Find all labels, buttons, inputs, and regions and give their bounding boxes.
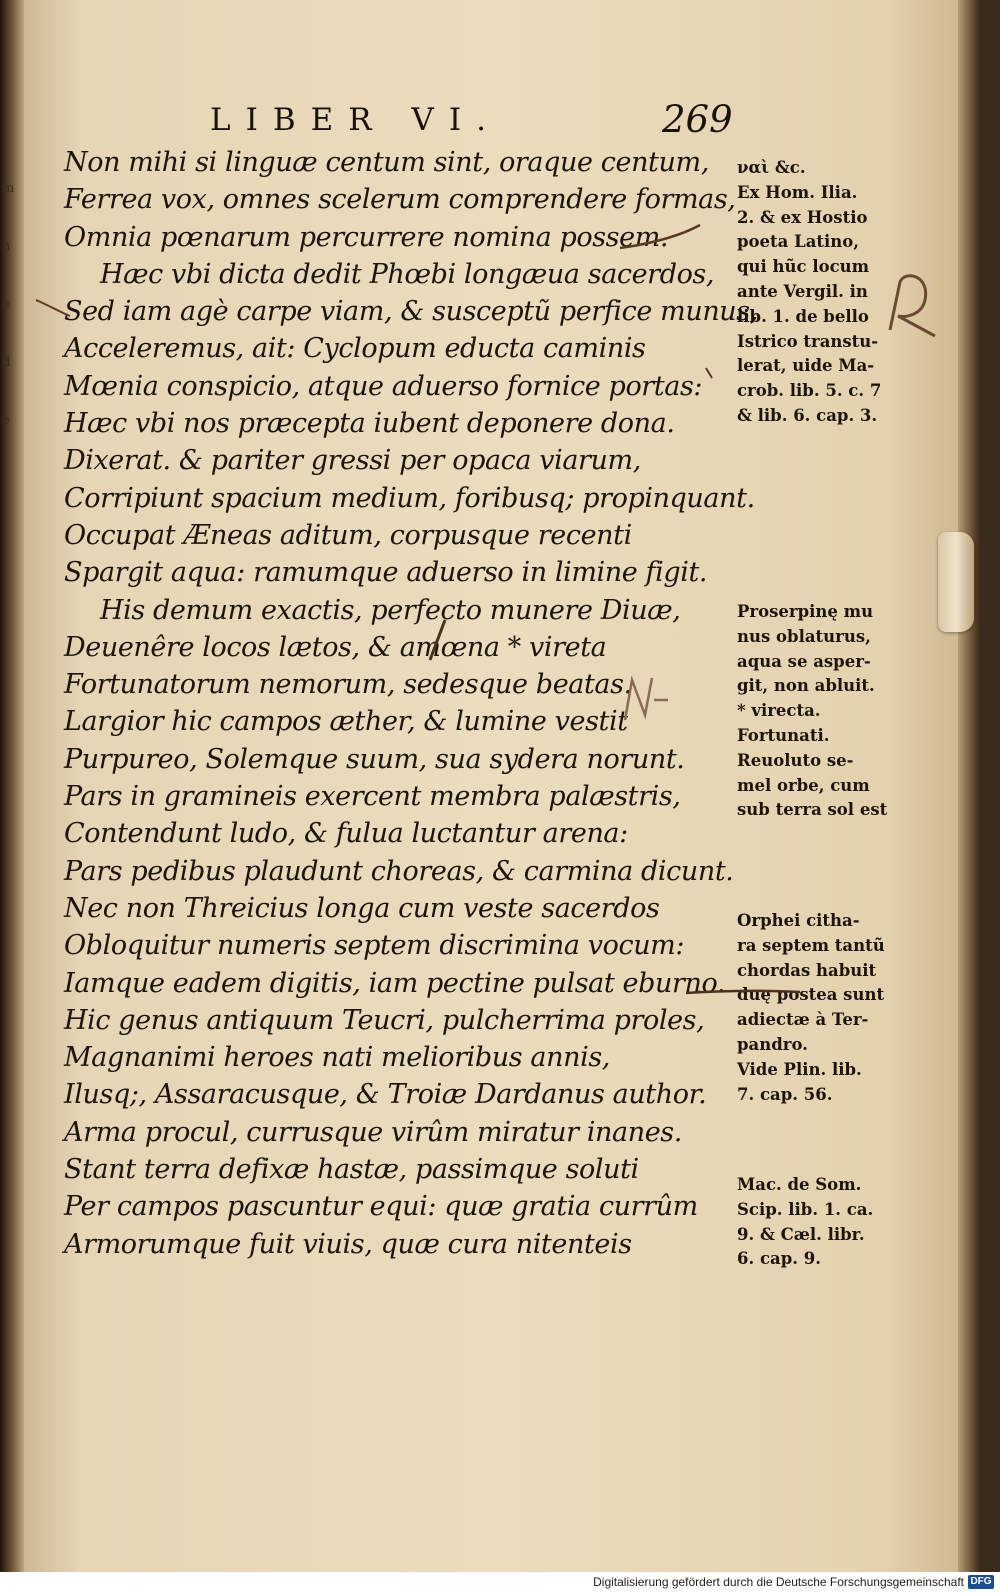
digitization-credit: Digitalisierung gefördert durch die Deutsche Forschungsgemeinschaft	[593, 1575, 964, 1589]
verse-line: Contendunt ludo, & fulua luctantur arena:	[64, 818, 628, 850]
page-number: 269	[662, 98, 733, 141]
marginal-note: Orphei citha- ra septem tantũ chordas habuit duę postea sunt adiectæ à Ter- pandro. Vide Plin. lib. 7. cap. 56.	[737, 911, 885, 1104]
verse-line: Acceleremus, ait: Cyclopum educta caminis	[64, 333, 646, 365]
verse-line: Largior hic campos æther, & lumine vestit	[64, 706, 628, 738]
verse-line: Hæc vbi nos præcepta iubent deponere dona.	[64, 408, 675, 440]
verse-line: Ferrea vox, omnes scelerum comprendere formas,	[64, 184, 736, 216]
verse-line: Arma procul, currusque virûm miratur inanes.	[64, 1116, 682, 1148]
verse-line: Omnia pœnarum percurrere nomina possem.	[64, 221, 669, 253]
verse-line: Non mihi si linguæ centum sint, oraque centum,	[64, 147, 709, 178]
verse-line: Spargit aqua: ramumque aduerso in limine figit.	[64, 557, 708, 589]
verse-line: Obloquitur numeris septem discrimina vocum:	[64, 930, 685, 962]
verse-line: Per campos pascuntur equi: quæ gratia currûm	[64, 1191, 698, 1223]
verse-line: Occupat Æneas aditum, corpusque recenti	[64, 519, 632, 551]
adjacent-page-letter: d	[2, 355, 11, 370]
verse-line: Nec non Threicius longa cum veste sacerdos	[64, 892, 660, 924]
verse-line: Sed iam agè carpe viam, & susceptũ perfice munus,	[64, 296, 758, 328]
verse-line: Iamque eadem digitis, iam pectine pulsat eburno.	[64, 967, 726, 999]
verse-text-block	[64, 144, 758, 1263]
page-fore-edge	[958, 0, 980, 1572]
marginal-note: ναὶ &c. Ex Hom. Ilia. 2. & ex Hostio poeta Latino, qui hũc locum ante Vergil. in lib. 1. de bello Istrico transtu- lerat, uide Ma- crob. lib. 5. c. 7 & lib. 6. cap. 3.	[737, 158, 882, 425]
marginal-note: Mac. de Som. Scip. lib. 1. ca. 9. & Cæl. libr. 6. cap. 9.	[737, 1175, 874, 1269]
verse-line: Hic genus antiquum Teucri, pulcherrima proles,	[64, 1004, 705, 1036]
adjacent-page-letter: m	[2, 181, 15, 196]
verse-line: Stant terra defixæ hastæ, passimque soluti	[64, 1154, 639, 1186]
verse-line: His demum exactis, perfecto munere Diuæ,	[100, 594, 681, 626]
verse-line: Hæc vbi dicta dedit Phœbi longæua sacerdos,	[100, 258, 715, 290]
dfg-logo: DFG	[968, 1575, 994, 1589]
running-head: LIBER VI.	[210, 102, 501, 138]
adjacent-page-letter: e	[2, 413, 10, 428]
adjacent-page-fragment	[2, 160, 24, 450]
verse-line: Magnanimi heroes nati melioribus annis,	[64, 1042, 610, 1074]
verse-line: Purpureo, Solemque suum, sua sydera norunt.	[64, 743, 685, 775]
verse-line: Pars pedibus plaudunt choreas, & carmina dicunt.	[64, 855, 734, 887]
adjacent-page-letter: e	[2, 297, 10, 312]
footer-bar	[0, 1572, 1000, 1593]
verse-line: Deuenêre locos lætos, & amœna * vireta	[64, 631, 607, 663]
verse-line: Pars in gramineis exercent membra palæstris,	[64, 781, 681, 813]
verse-line: Ilusq;, Assaracusque, & Troiæ Dardanus author.	[64, 1079, 707, 1111]
verse-line: Armorumque fuit viuis, quæ cura nitenteis	[64, 1228, 632, 1260]
page-clip	[938, 532, 974, 632]
verse-line: Mœnia conspicio, atque aduerso fornice portas:	[64, 370, 703, 402]
verse-line: Corripiunt spacium medium, foribusq; propinquant.	[64, 482, 755, 514]
marginal-note: Proserpinę mu nus oblaturus, aqua se asper- git, non abluit. * virecta. Fortunati. Reuoluto se- mel orbe, cum sub terra sol est	[737, 602, 888, 820]
verse-line: Fortunatorum nemorum, sedesque beatas.	[64, 669, 632, 701]
verse-line: Dixerat. & pariter gressi per opaca viarum,	[64, 445, 641, 477]
adjacent-page-letter: n	[2, 239, 11, 254]
